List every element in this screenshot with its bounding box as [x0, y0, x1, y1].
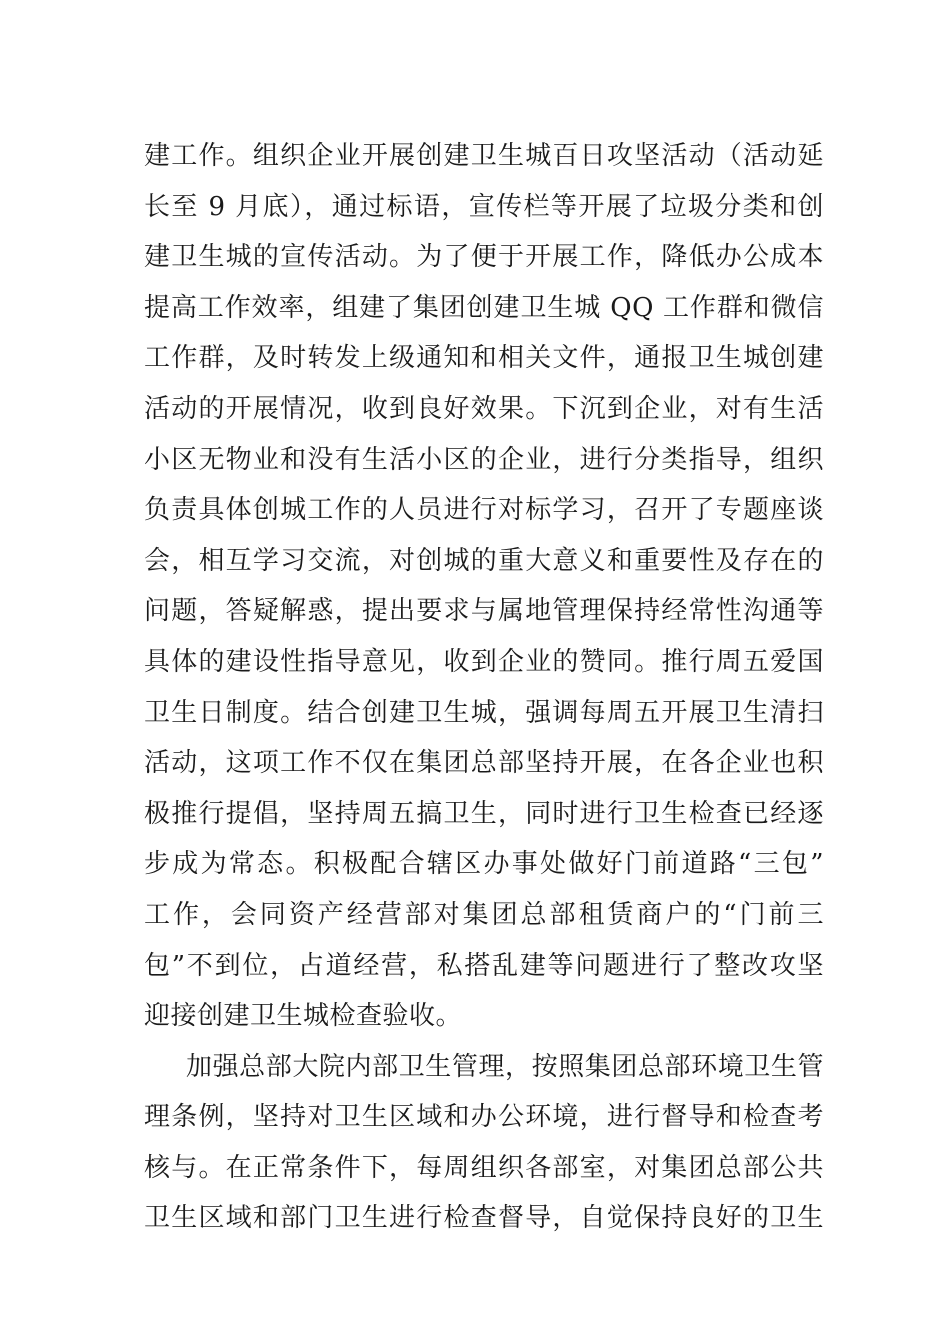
paragraph-1-line-13: 活动，这项工作不仅在集团总部坚持开展，在各企业也积 [144, 748, 824, 779]
paragraph-1-line-7: 小区无物业和没有生活小区的企业，进行分类指导，组织 [144, 444, 824, 475]
document-body [144, 131, 824, 1244]
paragraph-2-line-4: 卫生区域和部门卫生进行检查督导，自觉保持良好的卫生 [144, 1203, 824, 1234]
paragraph-1-line-17: 包”不到位，占道经营，私搭乱建等问题进行了整改攻坚 [144, 950, 824, 981]
paragraph-1-line-4: 提高工作效率，组建了集团创建卫生城 QQ 工作群和微信 [144, 292, 824, 323]
paragraph-2-line-2: 理条例，坚持对卫生区域和办公环境，进行督导和检查考 [144, 1102, 824, 1133]
paragraph-1-line-1: 建工作。组织企业开展创建卫生城百日攻坚活动（活动延 [144, 141, 824, 171]
paragraph-1-line-10: 问题，答疑解惑，提出要求与属地管理保持经常性沟通等 [144, 596, 824, 627]
paragraph-1-line-8: 负责具体创城工作的人员进行对标学习，召开了专题座谈 [144, 495, 824, 526]
paragraph-1-line-2: 长至 9 月底），通过标语，宣传栏等开展了垃圾分类和创 [144, 191, 824, 222]
paragraph-1-line-14: 极推行提倡，坚持周五搞卫生，同时进行卫生检查已经逐 [144, 798, 824, 829]
paragraph-1-line-12: 卫生日制度。结合创建卫生城，强调每周五开展卫生清扫 [144, 697, 824, 728]
paragraph-1-line-5: 工作群，及时转发上级通知和相关文件，通报卫生城创建 [144, 343, 824, 374]
paragraph-1-line-11: 具体的建设性指导意见，收到企业的赞同。推行周五爱国 [144, 646, 824, 677]
paragraph-2-line-3: 核与。在正常条件下，每周组织各部室，对集团总部公共 [144, 1152, 824, 1183]
paragraph-1-line-18: 迎接创建卫生城检查验收。 [144, 1001, 463, 1032]
paragraph-1-line-16: 工作，会同资产经营部对集团总部租赁商户的“门前三 [144, 899, 824, 930]
paragraph-2-line-1: 加强总部大院内部卫生管理，按照集团总部环境卫生管 [186, 1051, 824, 1082]
paragraph-1-line-6: 活动的开展情况，收到良好效果。下沉到企业，对有生活 [144, 393, 824, 424]
paragraph-1-line-15: 步成为常态。积极配合辖区办事处做好门前道路“三包” [144, 849, 824, 880]
paragraph-1-line-3: 建卫生城的宣传活动。为了便于开展工作，降低办公成本 [144, 242, 824, 273]
paragraph-1-line-9: 会，相互学习交流，对创城的重大意义和重要性及存在的 [144, 545, 824, 576]
